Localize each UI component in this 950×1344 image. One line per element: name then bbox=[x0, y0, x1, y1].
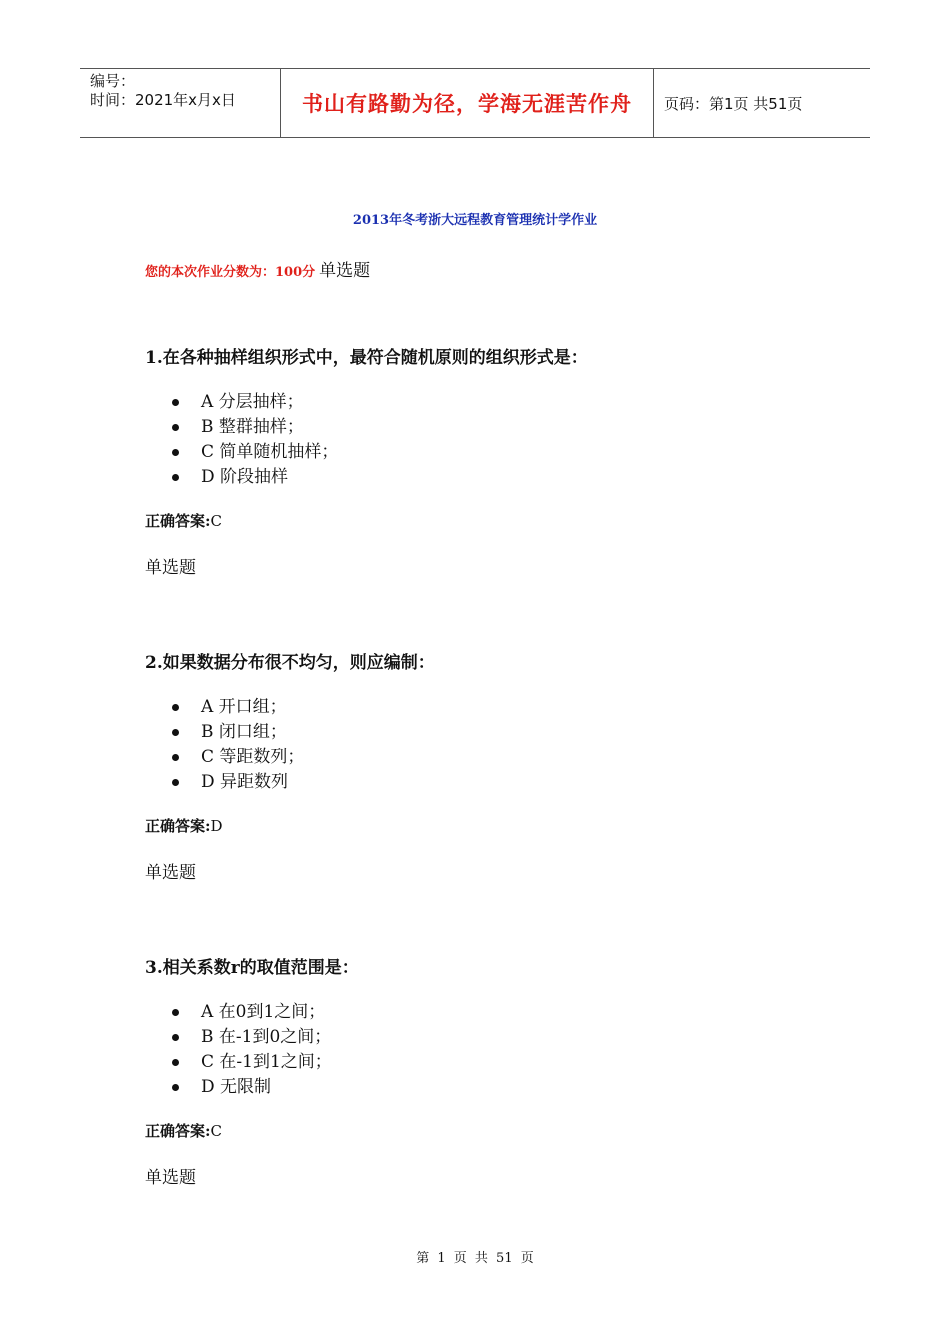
header-number: 编号： bbox=[90, 72, 136, 90]
bullet-icon bbox=[172, 1034, 179, 1041]
option-text: B 闭口组； bbox=[201, 722, 287, 742]
option-text: B 整群抽样； bbox=[201, 417, 304, 437]
header-time: 时间：2021年x月x日 bbox=[90, 91, 236, 109]
option-a bbox=[145, 1000, 865, 1025]
option-text: D 无限制 bbox=[201, 1077, 272, 1097]
option-text: C 简单随机抽样； bbox=[201, 442, 339, 462]
option-b bbox=[145, 1025, 865, 1050]
bullet-icon bbox=[172, 729, 179, 736]
bullet-icon bbox=[172, 474, 179, 481]
question-type: 单选题 bbox=[145, 558, 196, 578]
option-c bbox=[145, 440, 865, 465]
bullet-icon bbox=[172, 399, 179, 406]
correct-answer bbox=[145, 815, 865, 836]
option-text: A 开口组； bbox=[201, 697, 287, 717]
header-motto: 书山有路勤为径，学海无涯苦作舟 bbox=[281, 69, 654, 137]
bullet-icon bbox=[172, 754, 179, 761]
bullet-icon bbox=[172, 1009, 179, 1016]
option-b bbox=[145, 720, 865, 745]
bullet-icon bbox=[172, 1084, 179, 1091]
question-3 bbox=[145, 953, 865, 1188]
option-text: A 分层抽样； bbox=[201, 392, 304, 412]
option-c bbox=[145, 1050, 865, 1075]
answer-label: 正确答案: bbox=[145, 512, 211, 530]
bullet-icon bbox=[172, 424, 179, 431]
correct-answer bbox=[145, 1120, 865, 1141]
option-c bbox=[145, 745, 865, 770]
answer-label: 正确答案: bbox=[145, 1122, 211, 1140]
header-page-number: 页码：第1页 共51页 bbox=[664, 94, 803, 113]
option-a bbox=[145, 695, 865, 720]
options-list bbox=[145, 1000, 865, 1100]
header-info bbox=[80, 69, 281, 137]
options-list bbox=[145, 695, 865, 795]
option-d bbox=[145, 465, 865, 490]
bullet-icon bbox=[172, 449, 179, 456]
question-type: 单选题 bbox=[145, 863, 196, 883]
option-text: D 阶段抽样 bbox=[201, 467, 289, 487]
question-2 bbox=[145, 648, 865, 883]
question-1 bbox=[145, 343, 865, 578]
bullet-icon bbox=[172, 779, 179, 786]
option-text: C 在-1到1之间； bbox=[201, 1052, 332, 1072]
page-header bbox=[80, 68, 870, 138]
option-text: B 在-1到0之间； bbox=[201, 1027, 332, 1047]
score-line bbox=[145, 256, 370, 281]
question-title: 1.在各种抽样组织形式中，最符合随机原则的组织形式是： bbox=[145, 348, 588, 368]
option-d bbox=[145, 770, 865, 795]
answer-value: C bbox=[210, 512, 223, 530]
option-text: A 在0到1之间； bbox=[201, 1002, 326, 1022]
options-list bbox=[145, 390, 865, 490]
bullet-icon bbox=[172, 1059, 179, 1066]
option-b bbox=[145, 415, 865, 440]
page-footer: 第 1 页 共 51 页 bbox=[416, 1251, 534, 1266]
document-title: 2013年冬考浙大远程教育管理统计学作业 bbox=[352, 213, 598, 228]
correct-answer bbox=[145, 510, 865, 531]
question-title: 2.如果数据分布很不均匀，则应编制： bbox=[145, 653, 435, 673]
answer-value: D bbox=[210, 817, 223, 835]
answer-label: 正确答案: bbox=[145, 817, 211, 835]
question-type: 单选题 bbox=[319, 261, 371, 281]
bullet-icon bbox=[172, 704, 179, 711]
option-text: D 异距数列 bbox=[201, 772, 289, 792]
score-text: 您的本次作业分数为：100分 bbox=[145, 265, 316, 280]
option-text: C 等距数列； bbox=[201, 747, 305, 767]
question-title: 3.相关系数r的取值范围是： bbox=[145, 958, 359, 978]
option-d bbox=[145, 1075, 865, 1100]
option-a bbox=[145, 390, 865, 415]
question-type: 单选题 bbox=[145, 1168, 196, 1188]
answer-value: C bbox=[210, 1122, 223, 1140]
